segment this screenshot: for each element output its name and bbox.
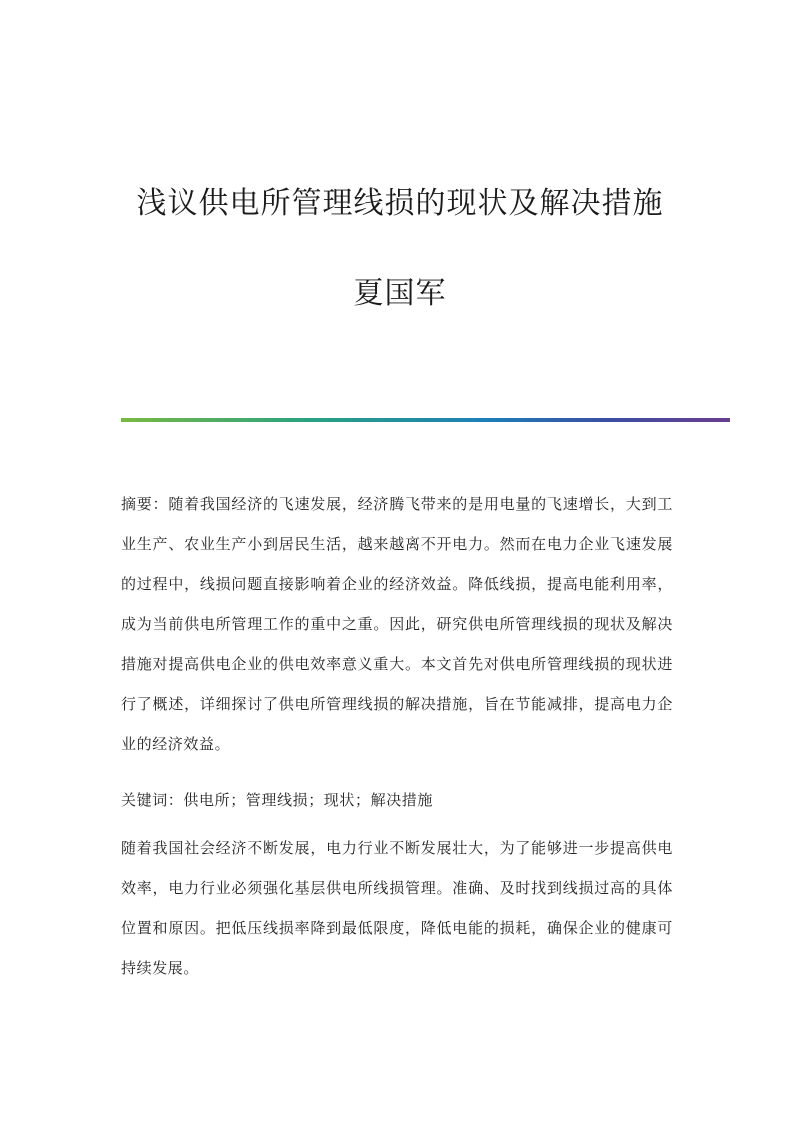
gradient-divider: [121, 418, 730, 422]
document-title: 浅议供电所管理线损的现状及解决措施: [136, 186, 664, 221]
keywords-line: 关键词：供电所；管理线损；现状；解决措施: [121, 791, 434, 809]
document-author: 夏国军: [353, 276, 447, 311]
abstract-paragraph: 摘要：随着我国经济的飞速发展，经济腾飞带来的是用电量的飞速增长，大到工业生产、农业生产小到居民生活，越来越离不开电力。然而在电力企业飞速发展的过程中，线损问题直接影响着企业的经济效益。降低线损，提高电能利用率，成为当前供电所管理工作的重中之重。因此，研究供电所管理线损的现状及解决措施对提高供电企业的供电效率意义重大。本文首先对供电所管理线损的现状进行了概述，详细探讨了供电所管理线损的解决措施，旨在节能减排，提高电力企业的经济效益。: [121, 495, 673, 753]
intro-paragraph: 随着我国社会经济不断发展，电力行业不断发展壮大，为了能够进一步提高供电效率，电力行业必须强化基层供电所线损管理。准确、及时找到线损过高的具体位置和原因。把低压线损率降到最低限度，降低电能的损耗，确保企业的健康可持续发展。: [121, 839, 673, 977]
